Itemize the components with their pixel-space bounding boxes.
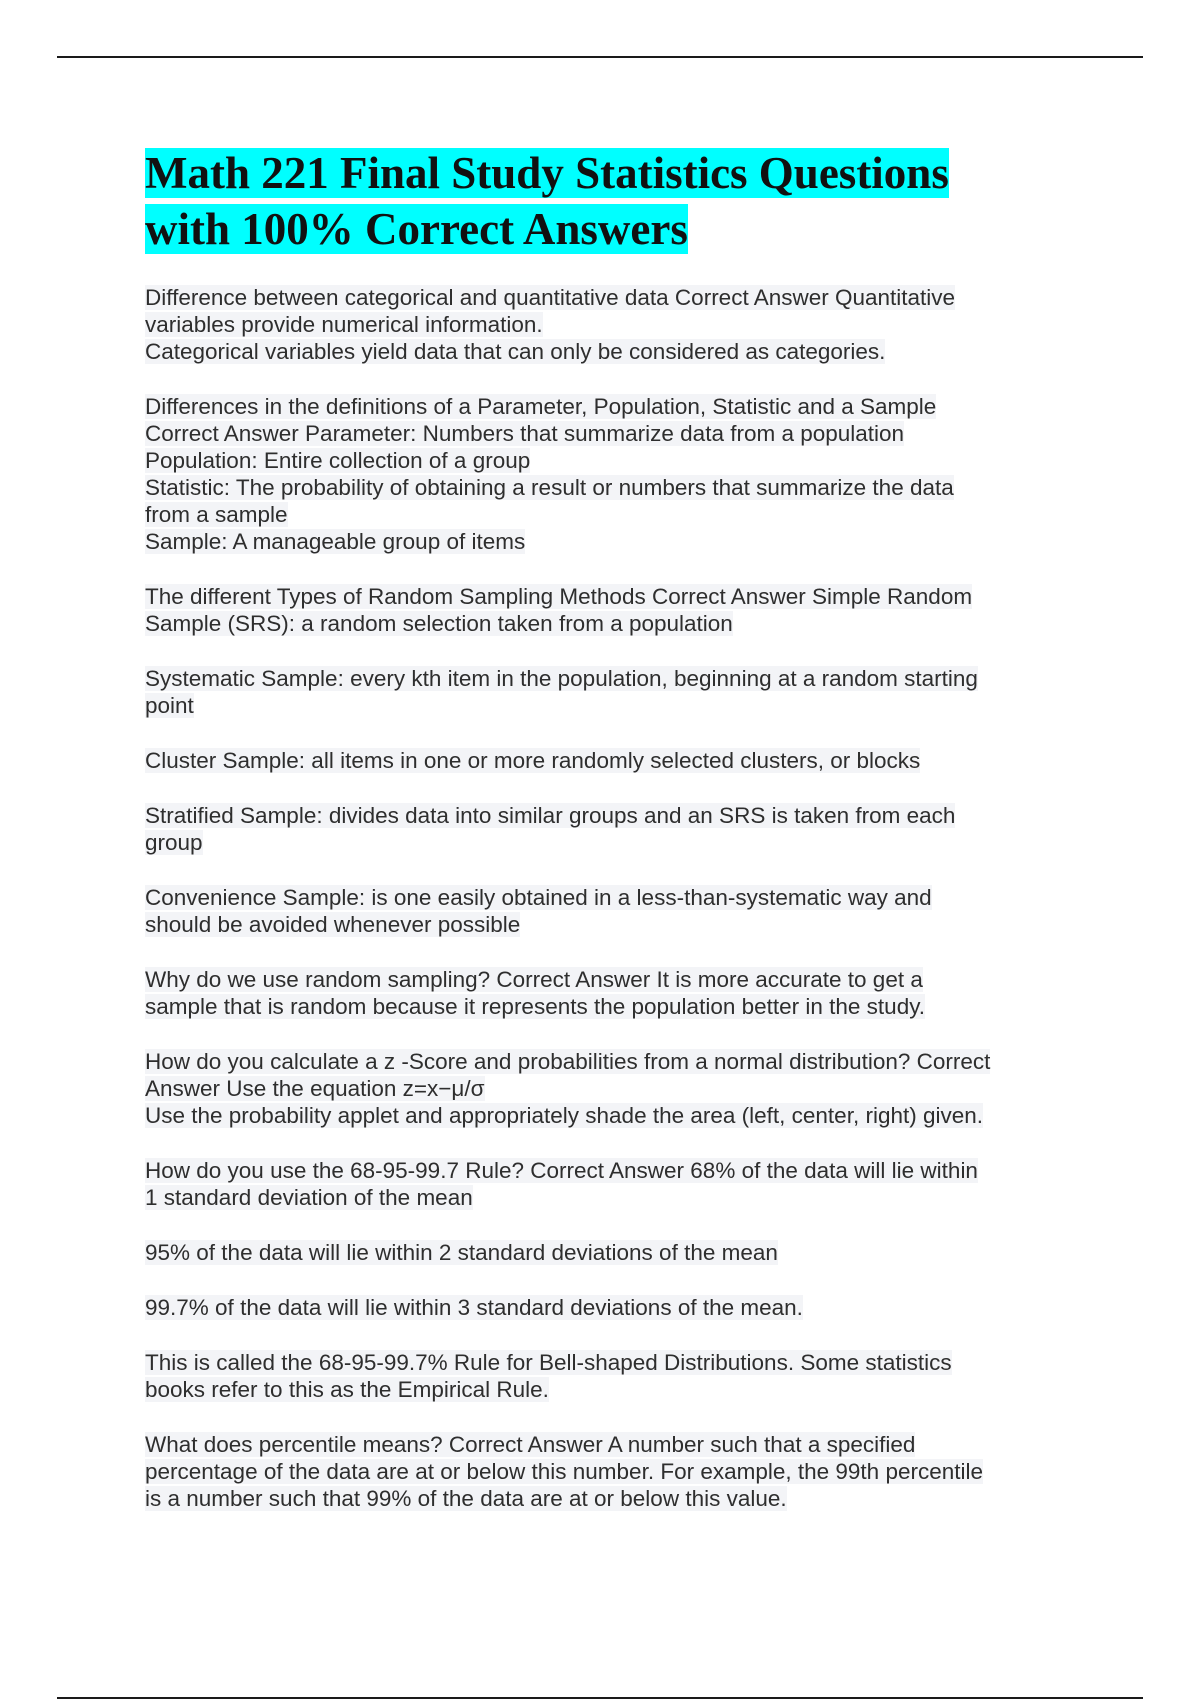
paragraph-line-text: books refer to this as the Empirical Rule. [145, 1377, 549, 1402]
header-rule [57, 56, 1143, 58]
qa-paragraph [145, 284, 1065, 365]
paragraph-line-text: Population: Entire collection of a group [145, 448, 531, 473]
paragraph-line [145, 583, 1065, 610]
paragraph-line [145, 665, 1065, 692]
paragraph-line-text: Use the probability applet and appropriately shade the area (left, center, right) given. [145, 1103, 984, 1128]
paragraph-line-text: Stratified Sample: divides data into similar groups and an SRS is taken from each [145, 803, 956, 828]
paragraph-line [145, 747, 1065, 774]
paragraph-line [145, 829, 1065, 856]
title-line-2: with 100% Correct Answers [145, 204, 688, 254]
paragraph-line [145, 1239, 1065, 1266]
paragraph-line [145, 1157, 1065, 1184]
paragraph-line-text: Correct Answer Parameter: Numbers that summarize data from a population [145, 421, 905, 446]
paragraph-line-text: from a sample [145, 502, 288, 527]
paragraph-line [145, 501, 1065, 528]
qa-paragraph [145, 1349, 1065, 1403]
paragraph-line [145, 692, 1065, 719]
paragraph-line [145, 966, 1065, 993]
paragraph-line-text: variables provide numerical information. [145, 312, 543, 337]
qa-paragraph [145, 665, 1065, 719]
paragraph-line [145, 1458, 1065, 1485]
paragraph-line-text: Cluster Sample: all items in one or more randomly selected clusters, or blocks [145, 748, 921, 773]
paragraph-line [145, 311, 1065, 338]
paragraph-line [145, 802, 1065, 829]
paragraph-line [145, 993, 1065, 1020]
paragraph-line [145, 474, 1065, 501]
paragraph-line-text: How do you calculate a z -Score and probabilities from a normal distribution? Correct [145, 1049, 991, 1074]
paragraph-line-text: 1 standard deviation of the mean [145, 1185, 473, 1210]
paragraph-line [145, 1184, 1065, 1211]
paragraph-line [145, 1376, 1065, 1403]
paragraph-line-text: Systematic Sample: every kth item in the population, beginning at a random starting [145, 666, 978, 691]
paragraph-line [145, 1349, 1065, 1376]
paragraph-line [145, 393, 1065, 420]
qa-paragraph [145, 966, 1065, 1020]
paragraph-line [145, 447, 1065, 474]
paragraph-line-text: Difference between categorical and quantitative data Correct Answer Quantitative [145, 285, 956, 310]
paragraph-line-text: Categorical variables yield data that can only be considered as categories. [145, 339, 886, 364]
paragraph-line [145, 528, 1065, 555]
paragraph-line [145, 338, 1065, 365]
paragraph-line-text: should be avoided whenever possible [145, 912, 521, 937]
qa-paragraph [145, 802, 1065, 856]
qa-paragraph [145, 583, 1065, 637]
paragraph-line [145, 911, 1065, 938]
document-title [145, 145, 1065, 257]
paragraph-line-text: Sample: A manageable group of items [145, 529, 526, 554]
paragraph-line-text: 95% of the data will lie within 2 standard deviations of the mean [145, 1240, 778, 1265]
paragraph-line [145, 1075, 1065, 1102]
qa-paragraph [145, 393, 1065, 555]
title-line-1: Math 221 Final Study Statistics Questions [145, 148, 949, 198]
paragraph-line [145, 1485, 1065, 1512]
paragraph-line [145, 1294, 1065, 1321]
paragraph-line [145, 884, 1065, 911]
paragraph-line [145, 1431, 1065, 1458]
qa-paragraph [145, 1294, 1065, 1321]
paragraph-line-text: Sample (SRS): a random selection taken from a population [145, 611, 733, 636]
paragraph-line-text: point [145, 693, 194, 718]
paragraph-line-text: How do you use the 68-95-99.7 Rule? Correct Answer 68% of the data will lie within [145, 1158, 978, 1183]
paragraph-line [145, 284, 1065, 311]
paragraph-line-text: Differences in the definitions of a Parameter, Population, Statistic and a Sample [145, 394, 937, 419]
paragraph-line-text: Why do we use random sampling? Correct Answer It is more accurate to get a [145, 967, 923, 992]
paragraph-line [145, 420, 1065, 447]
paragraph-line [145, 1048, 1065, 1075]
paragraph-line-text: Statistic: The probability of obtaining a result or numbers that summarize the data [145, 475, 954, 500]
qa-paragraph [145, 747, 1065, 774]
footer-rule [57, 1697, 1143, 1699]
paragraph-line [145, 1102, 1065, 1129]
paragraph-line-text: is a number such that 99% of the data are at or below this value. [145, 1486, 787, 1511]
paragraph-line-text: The different Types of Random Sampling Methods Correct Answer Simple Random [145, 584, 973, 609]
qa-paragraph [145, 1048, 1065, 1129]
paragraph-line-text: percentage of the data are at or below this number. For example, the 99th percentile [145, 1459, 984, 1484]
paragraph-line-text: Convenience Sample: is one easily obtained in a less-than-systematic way and [145, 885, 932, 910]
qa-paragraph [145, 1157, 1065, 1211]
paragraph-line-text: Answer Use the equation z=x−μ/σ [145, 1076, 485, 1101]
paragraph-line-text: group [145, 830, 203, 855]
paragraph-line-text: What does percentile means? Correct Answer A number such that a specified [145, 1432, 916, 1457]
qa-paragraph [145, 884, 1065, 938]
qa-paragraph [145, 1239, 1065, 1266]
document-body [145, 145, 1065, 1540]
qa-paragraph [145, 1431, 1065, 1512]
qa-list [145, 284, 1065, 1512]
paragraph-line [145, 610, 1065, 637]
paragraph-line-text: 99.7% of the data will lie within 3 standard deviations of the mean. [145, 1295, 803, 1320]
paragraph-line-text: This is called the 68-95-99.7% Rule for Bell-shaped Distributions. Some statistics [145, 1350, 952, 1375]
paragraph-line-text: sample that is random because it represents the population better in the study. [145, 994, 926, 1019]
